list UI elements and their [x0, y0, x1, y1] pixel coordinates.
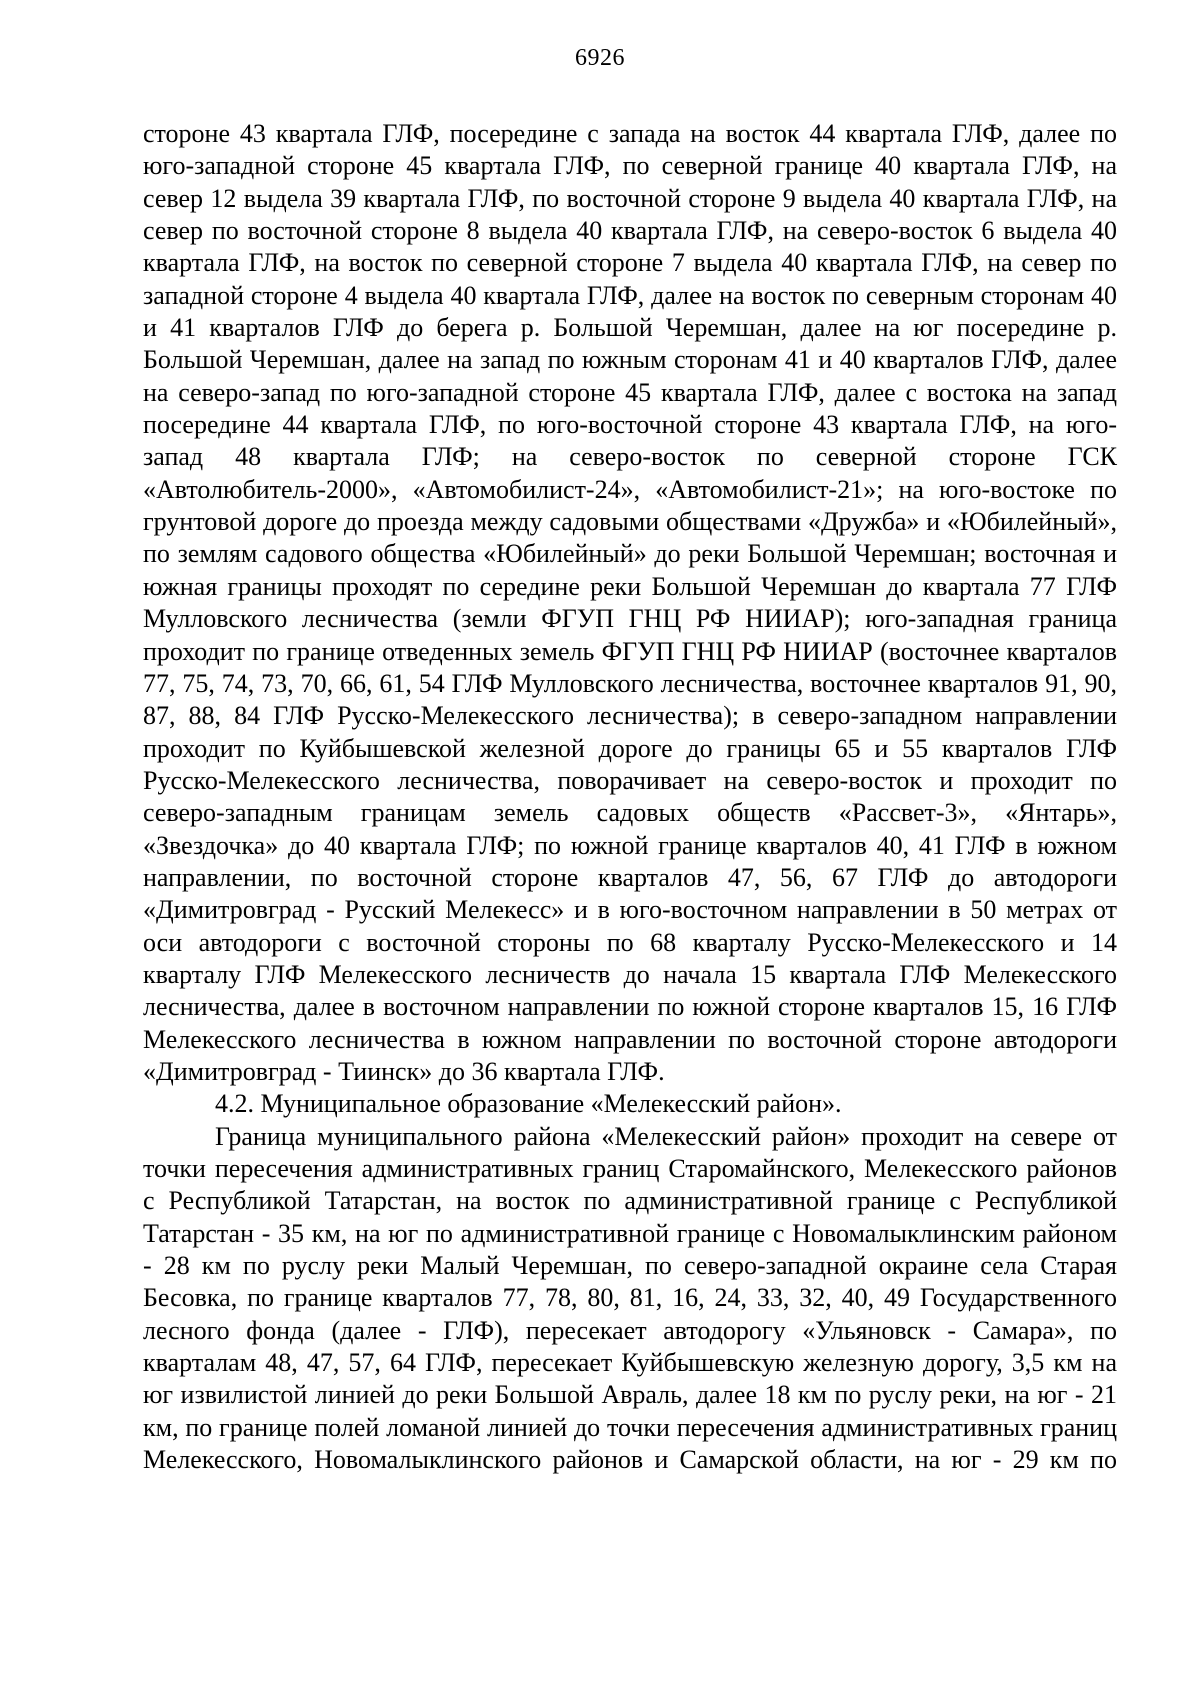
paragraph-melekess-district-boundary: Граница муниципального района «Мелекесский район» проходит на севере от точки пересечения административных границ Старомайнского, Мелекесского районов с Республикой Татарстан, на восток по административной границе с Республикой Татарстан - 35 км, на юг по административной границе с Новомалыклинским районом - 28 км по руслу реки Малый Черемшан, по северо-западной окраине села Старая Бесовка, по границе кварталов 77, 78, 80, 81, 16, 24, 33, 32, 40, 49 Государственного лесного фонда (далее - ГЛФ), пересекает автодорогу «Ульяновск - Самара», по кварталам 48, 47, 57, 64 ГЛФ, пересекает Куйбышевскую железную дорогу, 3,5 км на юг извилистой линией до реки Большой Авраль, далее 18 км по руслу реки, на юг - 21 км, по границе полей ломаной линией до точки пересечения административных границ Мелекесского, Новомалыклинского районов и Самарской области, на юг - 29 км по — [143, 1121, 1117, 1475]
paragraph-boundary-continuation: стороне 43 квартала ГЛФ, посередине с запада на восток 44 квартала ГЛФ, далее по юго-западной стороне 45 квартала ГЛФ, по северной границе 40 квартала ГЛФ, на север 12 выдела 39 квартала ГЛФ, по восточной стороне 9 выдела 40 квартала ГЛФ, на север по восточной стороне 8 выдела 40 квартала ГЛФ, на северо-восток 6 выдела 40 квартала ГЛФ, на восток по северной стороне 7 выдела 40 квартала ГЛФ, на север по западной стороне 4 выдела 40 квартала ГЛФ, далее на восток по северным сторонам 40 и 41 кварталов ГЛФ до берега р. Большой Черемшан, далее на юг посередине р. Большой Черемшан, далее на запад по южным сторонам 41 и 40 кварталов ГЛФ, далее на северо-запад по юго-западной стороне 45 квартала ГЛФ, далее с востока на запад посередине 44 квартала ГЛФ, по юго-восточной стороне 43 квартала ГЛФ, на юго-запад 48 квартала ГЛФ; на северо-восток по северной стороне ГСК «Автолюбитель-2000», «Автомобилист-24», «Автомобилист-21»; на юго-востоке по грунтовой дороге до проезда между садовыми обществами «Дружба» и «Юбилейный», по землям садового общества «Юбилейный» до реки Большой Черемшан; восточная и южная границы проходят по середине реки Большой Черемшан до квартала 77 ГЛФ Мулловского лесничества (земли ФГУП ГНЦ РФ НИИАР); юго-западная граница проходит по границе отведенных земель ФГУП ГНЦ РФ НИИАР (восточнее кварталов 77, 75, 74, 73, 70, 66, 61, 54 ГЛФ Мулловского лесничества, восточнее кварталов 91, 90, 87, 88, 84 ГЛФ Русско-Мелекесского лесничества); в северо-западном направлении проходит по Куйбышевской железной дороге до границы 65 и 55 кварталов ГЛФ Русско-Мелекесского лесничества, поворачивает на северо-восток и проходит по северо-западным границам земель садовых обществ «Рассвет-3», «Янтарь», «Звездочка» до 40 квартала ГЛФ; по южной границе кварталов 40, 41 ГЛФ в южном направлении, по восточной стороне кварталов 47, 56, 67 ГЛФ до автодороги «Димитровград - Русский Мелекесс» и в юго-восточном направлении в 50 метрах от оси автодороги с восточной стороны по 68 кварталу Русско-Мелекесского и 14 кварталу ГЛФ Мелекесского лесничеств до начала 15 квартала ГЛФ Мелекесского лесничества, далее в восточном направлении по южной стороне кварталов 15, 16 ГЛФ Мелекесского лесничества в южном направлении по восточной стороне автодороги «Димитровград - Тиинск» до 36 квартала ГЛФ. — [143, 119, 1117, 1086]
section-heading-4-2: 4.2. Муниципальное образование «Мелекесский район». — [215, 1089, 842, 1119]
page-number: 6926 — [575, 45, 625, 71]
document-body — [143, 118, 1117, 1476]
